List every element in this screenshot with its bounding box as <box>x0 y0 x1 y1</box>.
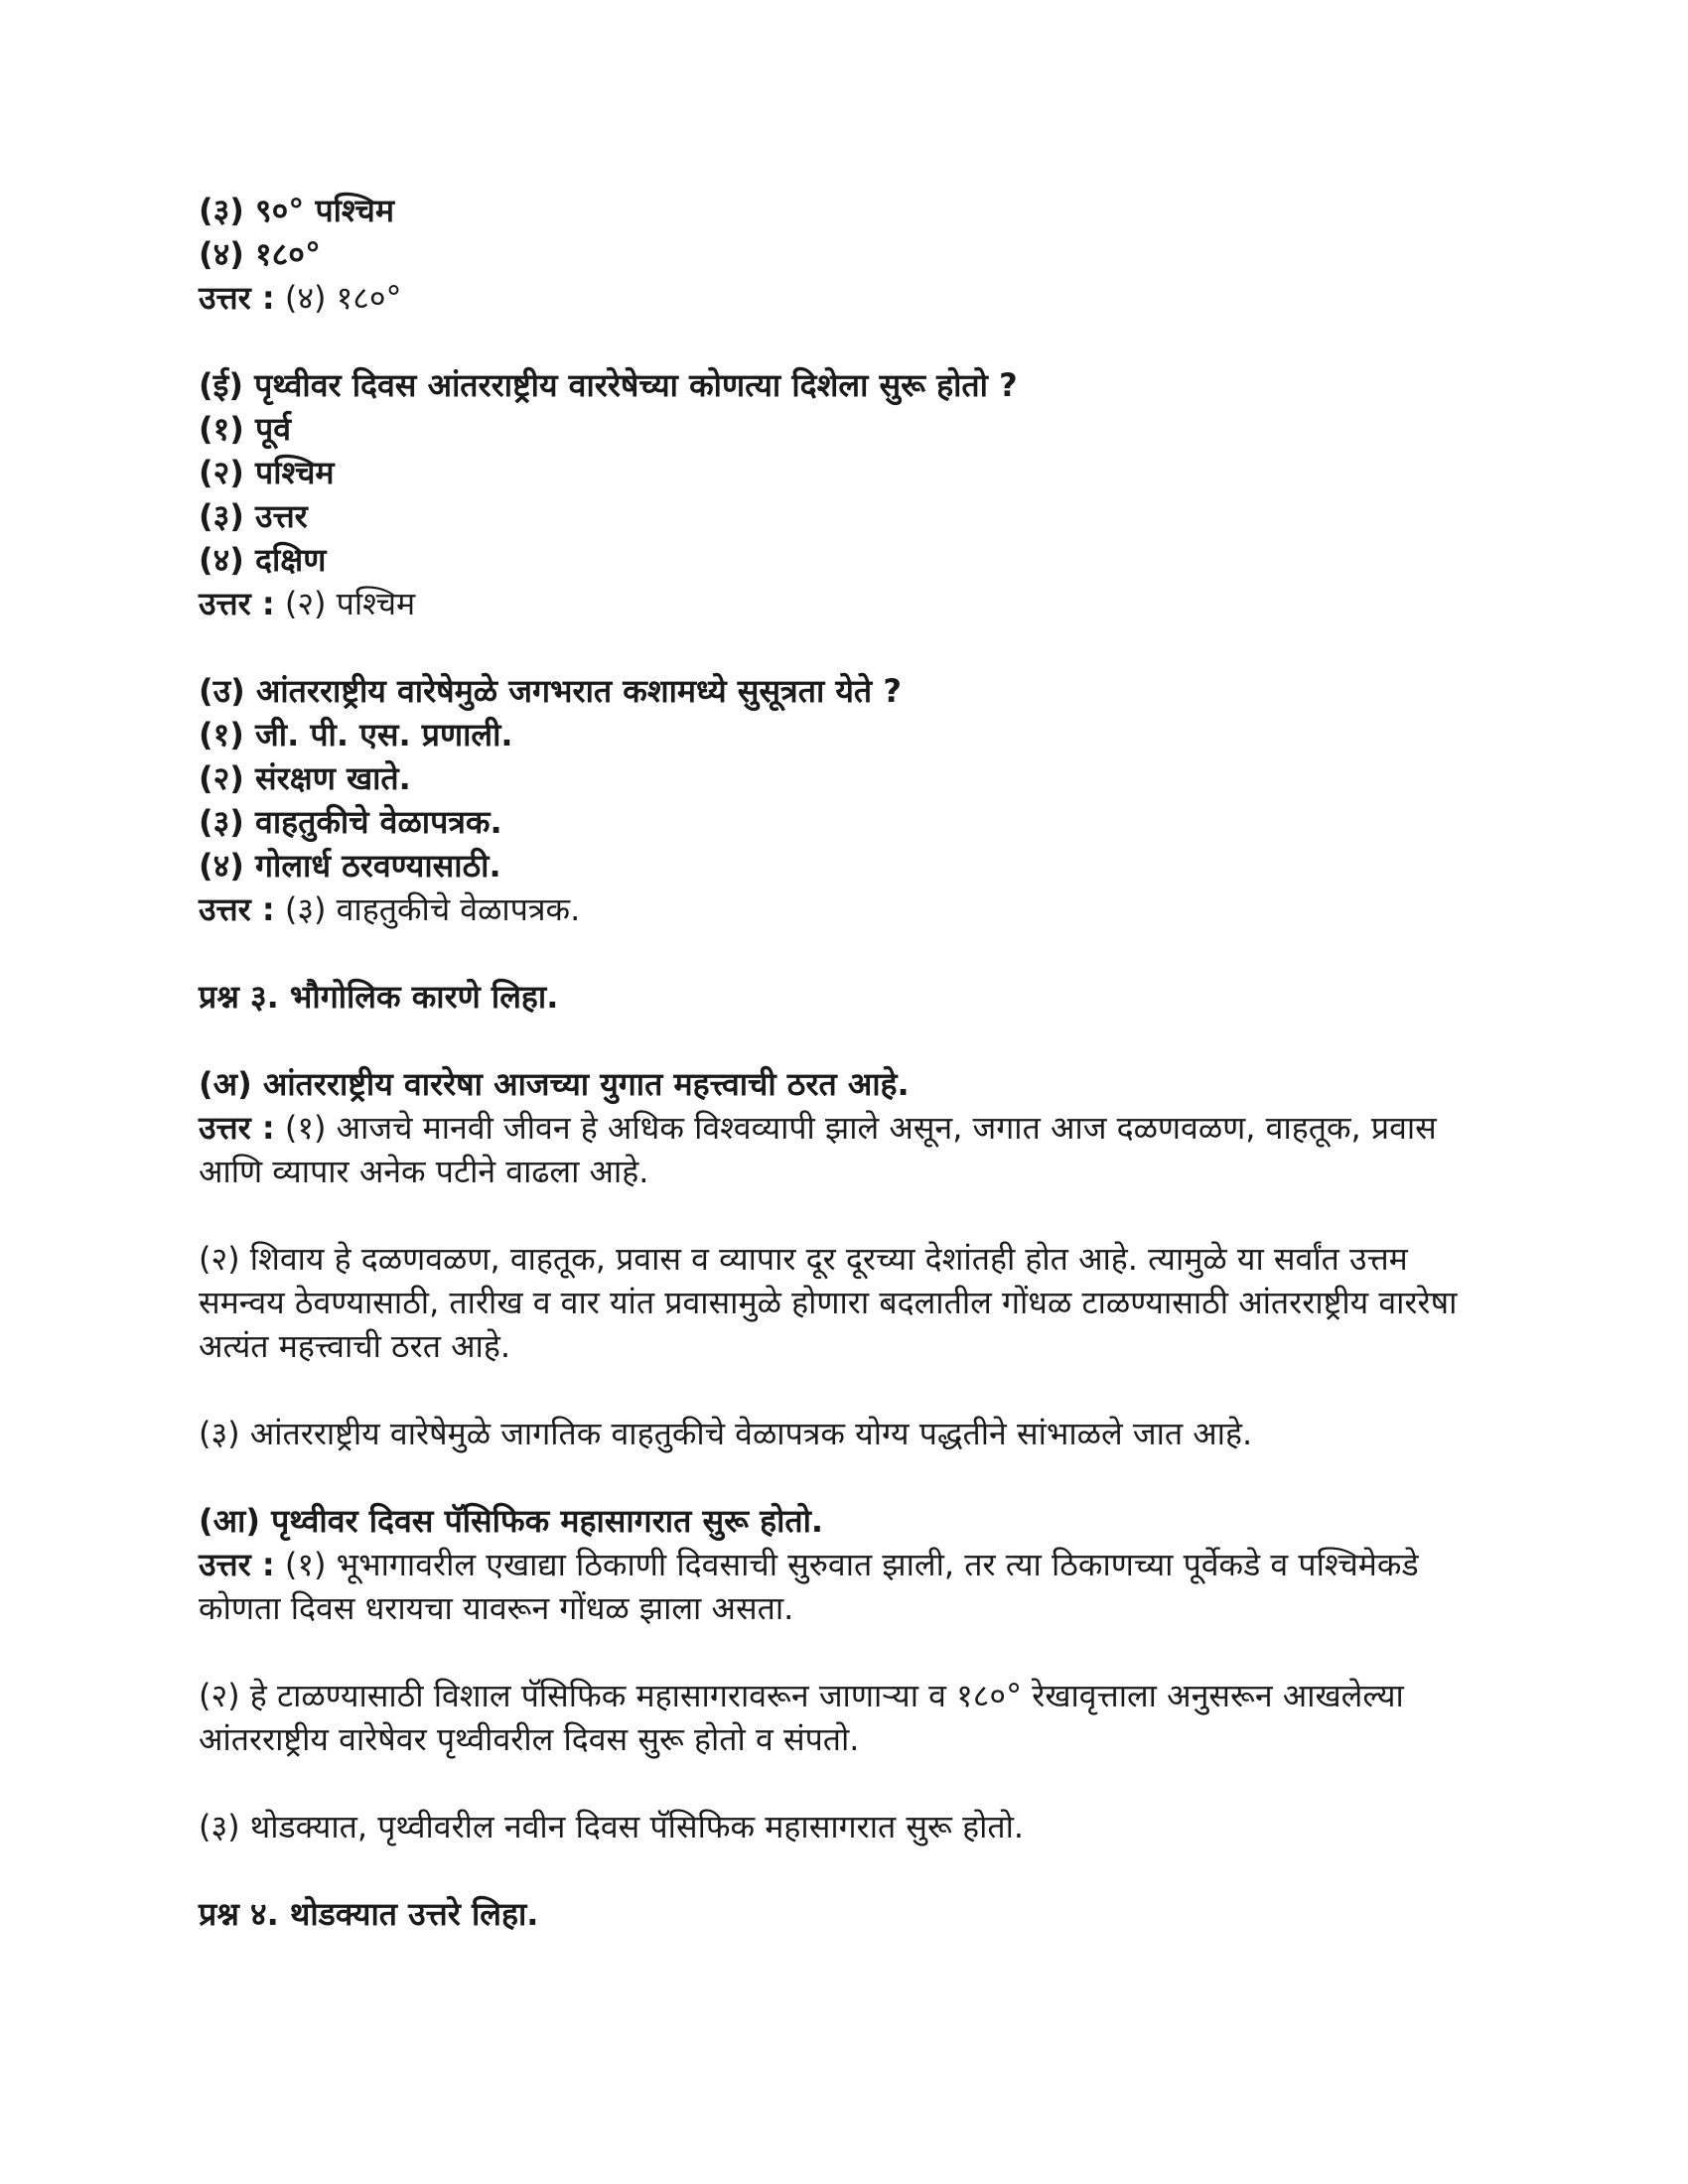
question-title: (उ) आंतरराष्ट्रीय वारेषेमुळे जगभरात कशामध्ये सुसूत्रता येते ? <box>199 672 902 710</box>
section-heading: प्रश्न ३. भौगोलिक कारणे लिहा. <box>199 978 559 1016</box>
option-line: (४) दक्षिण <box>199 541 327 579</box>
option-line: (४) गोलार्ध ठरवण्यासाठी. <box>199 847 501 885</box>
answer-paragraph <box>199 1106 1489 1193</box>
option-line: (१) जी. पी. एस. प्रणाली. <box>199 716 513 753</box>
section-heading: प्रश्न ४. थोडक्यात उत्तरे लिहा. <box>199 1895 539 1933</box>
question-title: (आ) पृथ्वीवर दिवस पॅसिफिक महासागरात सुरू होतो. <box>199 1502 824 1540</box>
answer-text: (२) पश्चिम <box>284 585 416 622</box>
option-line: (२) संरक्षण खाते. <box>199 759 411 797</box>
answer-paragraph: (३) आंतरराष्ट्रीय वारेषेमुळे जागतिक वाहतुकीचे वेळापत्रक योग्य पद्धतीने सांभाळले जात आहे. <box>199 1415 1253 1452</box>
answer-label: उत्तर : <box>199 279 275 317</box>
answer-line <box>199 582 1489 625</box>
answer-paragraph: (३) थोडक्यात, पृथ्वीवरील नवीन दिवस पॅसिफिक महासागरात सुरू होतो. <box>199 1808 1025 1845</box>
answer-line <box>199 276 1489 320</box>
answer-label: उत्तर : <box>199 890 275 928</box>
option-line: (३) वाहतुकीचे वेळापत्रक. <box>199 803 502 841</box>
option-line: (३) ९०° पश्चिम <box>199 192 394 229</box>
question-title: (अ) आंतरराष्ट्रीय वाररेषा आजच्या युगात महत्त्वाची ठरत आहे. <box>199 1065 910 1103</box>
option-line: (३) उत्तर <box>199 497 308 535</box>
question-title: (ई) पृथ्वीवर दिवस आंतरराष्ट्रीय वाररेषेच्या कोणत्या दिशेला सुरू होतो ? <box>199 366 1018 404</box>
answer-text: (१) आजचे मानवी जीवन हे अधिक विश्वव्यापी झाले असून, जगात आज दळणवळण, वाहतूक, प्रवास आणि व्यापार अनेक पटीने वाढला आहे. <box>199 1109 1437 1190</box>
answer-text: (१) भूभागावरील एखाद्या ठिकाणी दिवसाची सुरुवात झाली, तर त्या ठिकाणच्या पूर्वेकडे व पश्चिमेकडे कोणता दिवस धरायचा यावरून गोंधळ झाला असता. <box>199 1546 1419 1627</box>
answer-paragraph: (२) शिवाय हे दळणवळण, वाहतूक, प्रवास व व्यापार दूर दूरच्या देशांतही होत आहे. त्यामुळे या सर्वांत उत्तम समन्वय ठेवण्यासाठी, तारीख व वार यांत प्रवासामुळे होणारा बदलातील गोंधळ टाळण्यासाठी आंतरराष्ट्रीय वाररेषा अत्यंत महत्त्वाची ठरत आहे. <box>199 1240 1458 1365</box>
answer-line <box>199 887 1489 931</box>
answer-label: उत्तर : <box>199 585 275 622</box>
answer-text: (४) १८०° <box>284 279 402 317</box>
answer-label: उत्तर : <box>199 1546 275 1583</box>
option-line: (४) १८०° <box>199 235 321 273</box>
answer-paragraph <box>199 1543 1489 1630</box>
answer-paragraph: (२) हे टाळण्यासाठी विशाल पॅसिफिक महासागरावरून जाणाऱ्या व १८०° रेखावृत्ताला अनुसरून आखलेल्या आंतरराष्ट्रीय वारेषेवर पृथ्वीवरील दिवस सुरू होतो व संपतो. <box>199 1677 1404 1758</box>
option-line: (१) पूर्व <box>199 410 291 448</box>
document-page <box>199 189 1489 1936</box>
answer-label: उत्तर : <box>199 1109 275 1147</box>
option-line: (२) पश्चिम <box>199 454 335 491</box>
answer-text: (३) वाहतुकीचे वेळापत्रक. <box>284 890 581 928</box>
